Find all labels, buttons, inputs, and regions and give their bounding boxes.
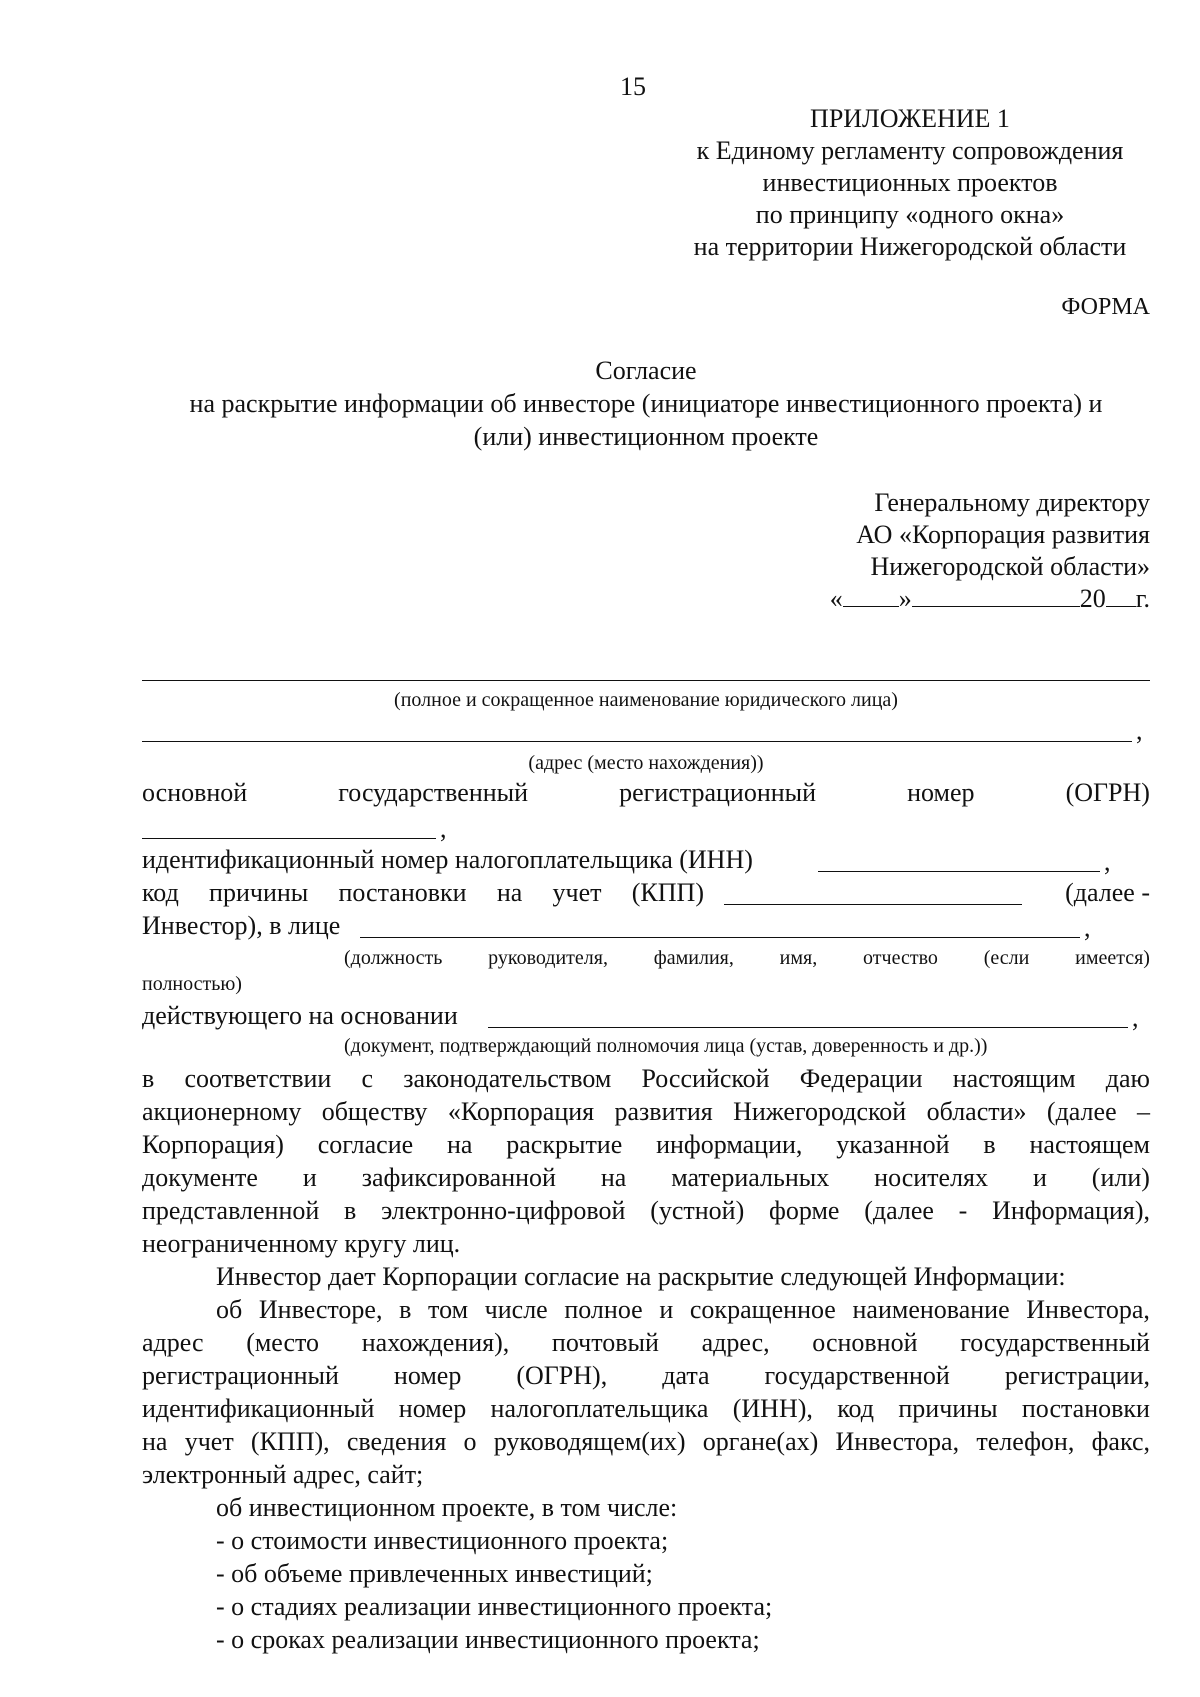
body-word: Инвестора, <box>835 1427 960 1456</box>
basis-caption: (документ, подтверждающий полномочия лица (устав, доверенность и др.)) <box>344 1035 988 1057</box>
body-word: числе <box>484 1295 548 1324</box>
body-word: форме <box>768 1196 840 1225</box>
body-word: и <box>659 1295 674 1324</box>
body-word: материальных <box>671 1163 830 1192</box>
date-close-quote: » <box>898 584 912 613</box>
bullet-item: - о стоимости инвестиционного проекта; <box>216 1526 669 1555</box>
body-word: постановки <box>1021 1394 1150 1423</box>
kpp-field[interactable] <box>724 904 1022 905</box>
body-word: на <box>600 1163 627 1192</box>
date-year: 20 <box>1079 584 1106 613</box>
body-word: наименование <box>852 1295 1010 1324</box>
body-word: о <box>463 1427 477 1456</box>
body-word: код <box>837 1394 875 1423</box>
body-word: сокращенное <box>689 1295 836 1324</box>
body-word: Российской <box>641 1064 770 1093</box>
body-p1-line <box>142 1064 1150 1094</box>
body-word: Инвесторе, <box>258 1295 383 1324</box>
body-word: в <box>399 1295 412 1324</box>
body-p3-line <box>142 1394 1150 1424</box>
body-word: налогоплательщика <box>490 1394 709 1423</box>
body-word: раскрытие <box>506 1130 623 1159</box>
body-word: электронно-цифровой <box>381 1196 626 1225</box>
inn-field[interactable] <box>818 871 1100 872</box>
body-p3-line <box>216 1295 1150 1325</box>
body-word: государственной <box>764 1361 950 1390</box>
body-word: учет <box>184 1427 234 1456</box>
body-p3-line <box>142 1328 1150 1358</box>
body-word: нахождения), <box>361 1328 510 1357</box>
body-word: информации, <box>656 1130 803 1159</box>
kpp-after: (далее - <box>1065 878 1150 907</box>
address-field[interactable] <box>142 741 1132 742</box>
inn-label: идентификационный номер налогоплательщика (ИНН) <box>142 845 753 874</box>
body-word: «Корпорация <box>447 1097 595 1126</box>
body-word: полное <box>564 1295 643 1324</box>
body-word: представленной <box>142 1196 320 1225</box>
bullet-item: - о сроках реализации инвестиционного проекта; <box>216 1625 760 1654</box>
kpp-label <box>142 878 704 908</box>
date-open-quote: « <box>829 584 843 613</box>
body-word: области» <box>926 1097 1027 1126</box>
ogrn-comma: , <box>440 814 447 843</box>
date-month-blank[interactable] <box>912 584 1080 607</box>
kpp-word: постановки <box>338 878 467 907</box>
body-word: Инвестора, <box>1026 1295 1150 1324</box>
body-word: адрес <box>142 1328 204 1357</box>
body-p3-last: электронный адрес, сайт; <box>142 1460 424 1489</box>
basis-label: действующего на основании <box>142 1001 458 1030</box>
body-word: зафиксированной <box>361 1163 556 1192</box>
body-word: законодательством <box>403 1064 612 1093</box>
body-word: телефон, <box>976 1427 1075 1456</box>
head-caption-word: руководителя, <box>488 947 608 969</box>
form-label: ФОРМА <box>1061 294 1150 320</box>
title-line-1: Согласие <box>595 356 697 385</box>
kpp-word: (КПП) <box>631 878 704 907</box>
body-word: Информация), <box>992 1196 1150 1225</box>
body-word: носителях <box>874 1163 989 1192</box>
kpp-word: на <box>496 878 523 907</box>
body-word: регистрационный <box>142 1361 339 1390</box>
body-word: (ИНН), <box>732 1394 813 1423</box>
addressee-line-1: Генеральному директору <box>874 488 1150 517</box>
body-word: основной <box>812 1328 918 1357</box>
head-person-field[interactable] <box>360 937 1080 938</box>
body-word: указанной <box>836 1130 950 1159</box>
kpp-word: учет <box>552 878 602 907</box>
body-word: даю <box>1105 1064 1150 1093</box>
body-word: номер <box>398 1394 467 1423</box>
body-p1-line <box>142 1130 1150 1160</box>
head-caption-word: имя, <box>779 947 818 969</box>
date-year-blank[interactable] <box>1106 584 1136 607</box>
head-caption-word: (должность <box>344 947 443 969</box>
ogrn-word: регистрационный <box>619 778 817 807</box>
body-word: на <box>142 1427 168 1456</box>
body-word: на <box>446 1130 473 1159</box>
appendix-line-1: к Единому регламенту сопровождения <box>696 136 1124 165</box>
body-word: дата <box>662 1361 710 1390</box>
ogrn-word: государственный <box>338 778 529 807</box>
body-word: с <box>361 1064 374 1093</box>
kpp-word: код <box>142 878 179 907</box>
body-word: в <box>344 1196 357 1225</box>
body-word: в <box>983 1130 996 1159</box>
head-caption-word: имеется) <box>1075 947 1150 969</box>
body-p3-line <box>142 1427 1150 1457</box>
body-word: соответствии <box>184 1064 332 1093</box>
address-comma: , <box>1136 716 1143 745</box>
address-caption: (адрес (место нахождения)) <box>528 752 764 774</box>
body-word: документе <box>142 1163 258 1192</box>
body-word: и <box>1032 1163 1047 1192</box>
body-word: регистрации, <box>1004 1361 1150 1390</box>
body-word: в <box>142 1064 155 1093</box>
body-word: – <box>1137 1097 1150 1126</box>
body-word: развития <box>614 1097 713 1126</box>
page-number: 15 <box>620 72 646 101</box>
ogrn-label <box>142 778 1150 808</box>
legal-name-caption: (полное и сокращенное наименование юридического лица) <box>394 689 898 711</box>
head-caption-tail: полностью) <box>142 973 242 995</box>
body-p2: Инвестор дает Корпорации согласие на раскрытие следующей Информации: <box>216 1262 1066 1291</box>
head-person-comma: , <box>1084 913 1091 942</box>
date-suffix: г. <box>1135 584 1150 613</box>
body-word: (или) <box>1091 1163 1150 1192</box>
head-caption-word: отчество <box>863 947 938 969</box>
inn-comma: , <box>1104 847 1111 876</box>
body-word: настоящем <box>1029 1130 1150 1159</box>
body-word: Корпорация) <box>142 1130 284 1159</box>
body-word: настоящим <box>952 1064 1076 1093</box>
appendix-line-2: инвестиционных проектов <box>762 168 1058 197</box>
investor-label: Инвестор), в лице <box>142 911 341 940</box>
appendix-line-3: по принципу «одного окна» <box>755 200 1065 229</box>
appendix-line-4: на территории Нижегородской области <box>693 232 1127 261</box>
body-word: органе(ах) <box>702 1427 819 1456</box>
body-p1-line <box>142 1097 1150 1127</box>
body-p1-last: неограниченному кругу лиц. <box>142 1229 461 1258</box>
body-word: согласие <box>317 1130 414 1159</box>
ogrn-word: основной <box>142 778 248 807</box>
body-p4: об инвестиционном проекте, в том числе: <box>216 1493 678 1522</box>
body-word: и <box>302 1163 317 1192</box>
kpp-word: причины <box>209 878 309 907</box>
head-caption-word: (если <box>983 947 1030 969</box>
date-day-blank[interactable] <box>843 584 899 607</box>
body-p1-line <box>142 1196 1150 1226</box>
head-caption-word: фамилия, <box>653 947 734 969</box>
appendix-title: ПРИЛОЖЕНИЕ 1 <box>810 104 1010 133</box>
ogrn-word: номер <box>907 778 975 807</box>
date-line <box>830 584 1150 614</box>
body-word: (КПП), <box>250 1427 330 1456</box>
ogrn-word: (ОГРН) <box>1065 778 1150 807</box>
body-word: Федерации <box>799 1064 923 1093</box>
kpp-row <box>142 878 1150 908</box>
title-line-3: (или) инвестиционном проекте <box>473 422 819 451</box>
body-word: (далее <box>864 1196 934 1225</box>
bullet-item: - о стадиях реализации инвестиционного проекта; <box>216 1592 773 1621</box>
addressee-line-3: Нижегородской области» <box>870 552 1150 581</box>
body-word: причины <box>898 1394 998 1423</box>
body-word: руководящем(их) <box>493 1427 686 1456</box>
title-line-2: на раскрытие информации об инвесторе (инициаторе инвестиционного проекта) и <box>189 389 1103 418</box>
body-word: идентификационный <box>142 1394 375 1423</box>
body-word: адрес, <box>701 1328 770 1357</box>
body-p1-line <box>142 1163 1150 1193</box>
body-word: (место <box>246 1328 320 1357</box>
basis-comma: , <box>1132 1003 1139 1032</box>
ogrn-field[interactable] <box>142 838 436 839</box>
body-word: номер <box>393 1361 462 1390</box>
body-word: - <box>958 1196 968 1225</box>
body-word: (ОГРН), <box>516 1361 608 1390</box>
bullet-item: - об объеме привлеченных инвестиций; <box>216 1559 653 1588</box>
body-word: (далее <box>1046 1097 1117 1126</box>
body-word: об <box>216 1295 243 1324</box>
legal-name-field[interactable] <box>142 680 1150 681</box>
body-word: факс, <box>1091 1427 1150 1456</box>
head-caption <box>344 946 1150 970</box>
basis-field[interactable] <box>488 1027 1128 1028</box>
body-word: почтовый <box>551 1328 659 1357</box>
body-p3-line <box>142 1361 1150 1391</box>
body-word: акционерному <box>142 1097 302 1126</box>
body-word: Нижегородской <box>733 1097 907 1126</box>
body-word: государственный <box>960 1328 1150 1357</box>
body-word: том <box>428 1295 469 1324</box>
body-word: сведения <box>346 1427 447 1456</box>
addressee-line-2: АО «Корпорация развития <box>856 520 1150 549</box>
body-word: (устной) <box>650 1196 745 1225</box>
body-word: обществу <box>321 1097 428 1126</box>
